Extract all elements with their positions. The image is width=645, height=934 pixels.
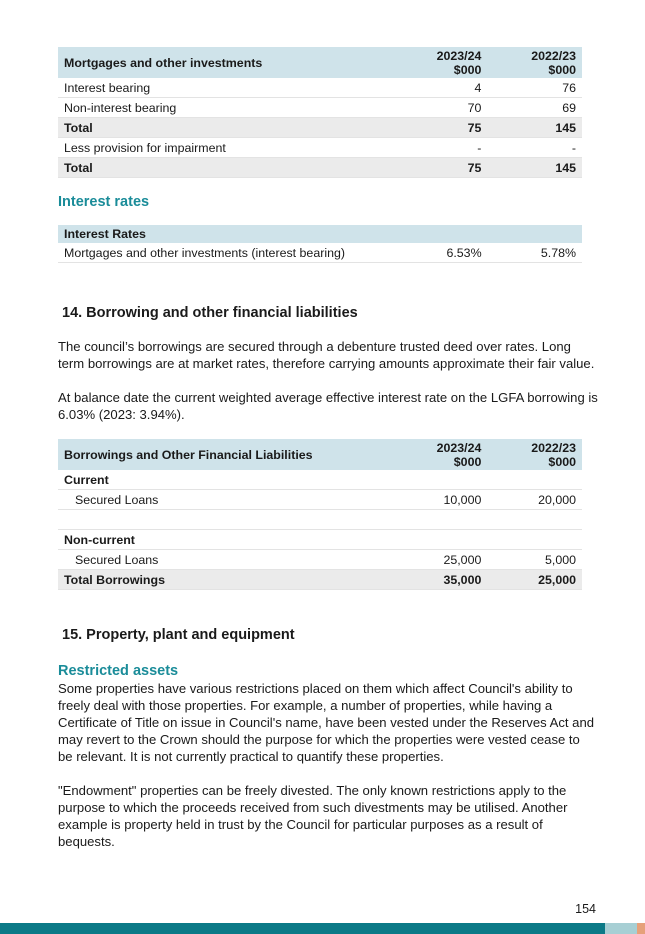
borrowings-table (58, 439, 582, 590)
row-value-2024: 70 (399, 98, 488, 118)
row-label: Secured Loans (58, 550, 399, 570)
row-label: Secured Loans (58, 490, 399, 510)
header-label: Mortgages and other investments (58, 47, 399, 78)
section-15-paragraph-1: Some properties have various restrictions placed on them which affect Council's ability to freely deal with those properties. For example, a number of properties, while having a Certificate of Title on issue in Council's name, have been vested under the Reserves Act and may revert to the Crown should the purpose for which the properties were vested cease to be relevant. It is not currently practical to quantify these properties. (58, 681, 595, 764)
row-value-2024: 75 (399, 158, 488, 178)
row-label: Interest bearing (58, 78, 399, 98)
row-label: Mortgages and other investments (interest bearing) (58, 243, 399, 263)
section-15-heading: 15. Property, plant and equipment (62, 627, 295, 643)
footer-bar-accent (637, 923, 645, 934)
row-value-2024: 75 (399, 118, 488, 138)
table-row (58, 550, 582, 570)
row-value-2024: 10,000 (399, 490, 488, 510)
table-header (58, 225, 582, 243)
table-row (58, 138, 582, 158)
table-row-total (58, 158, 582, 178)
section-14-heading: 14. Borrowing and other financial liabilities (62, 305, 358, 321)
table-row-total (58, 570, 582, 590)
page-number: 154 (575, 902, 596, 916)
footer-bar (0, 923, 645, 934)
row-value-2023: 69 (487, 98, 582, 118)
table-row (58, 243, 582, 263)
footer-bar-accent (605, 923, 637, 934)
row-label: Total Borrowings (58, 570, 399, 590)
header-col-2023: 2022/23 $000 (487, 47, 582, 78)
table-row (58, 78, 582, 98)
current-label: Current (58, 470, 399, 490)
row-value-2023: 76 (487, 78, 582, 98)
row-value-2024: 6.53% (399, 243, 488, 263)
row-value-2023: 20,000 (487, 490, 582, 510)
table-row-spacer (58, 510, 582, 530)
header-col-2024: 2023/24 $000 (399, 439, 488, 470)
table-header (58, 47, 582, 78)
header-label: Borrowings and Other Financial Liabilities (58, 439, 399, 470)
table-row (58, 490, 582, 510)
header-label: Interest Rates (58, 225, 399, 243)
row-value-2023: 5,000 (487, 550, 582, 570)
row-value-2024: 25,000 (399, 550, 488, 570)
noncurrent-label: Non-current (58, 530, 399, 550)
row-value-2023: 145 (487, 158, 582, 178)
row-value-2023: - (487, 138, 582, 158)
row-value-2024: - (399, 138, 488, 158)
header-col-2023: 2022/23 $000 (487, 439, 582, 470)
section-14-paragraph-1: The council’s borrowings are secured through a debenture trusted deed over rates. Long term borrowings are at market rates, therefore carrying amounts approximate their fair value. (58, 339, 595, 371)
restricted-assets-heading: Restricted assets (58, 663, 179, 679)
row-value-2023: 145 (487, 118, 582, 138)
row-value-2024: 4 (399, 78, 488, 98)
row-label: Non-interest bearing (58, 98, 399, 118)
mortgages-table (58, 47, 582, 178)
interest-rates-table (58, 225, 582, 263)
header-col-2024: 2023/24 $000 (399, 47, 488, 78)
row-label: Total (58, 118, 399, 138)
section-15-paragraph-2: "Endowment" properties can be freely divested. The only known restrictions apply to the purpose to which the proceeds received from such divestments may be utilised. Another example is property held in trust by the Council for particular purposes as a result of bequests. (58, 783, 568, 849)
table-row (58, 98, 582, 118)
row-label: Less provision for impairment (58, 138, 399, 158)
interest-rates-heading: Interest rates (58, 194, 150, 210)
table-header (58, 439, 582, 470)
table-row-group (58, 530, 582, 550)
row-value-2023: 5.78% (488, 243, 582, 263)
row-value-2023: 25,000 (487, 570, 582, 590)
table-row-group (58, 470, 582, 490)
table-row-total (58, 118, 582, 138)
section-14-paragraph-2: At balance date the current weighted average effective interest rate on the LGFA borrowing is 6.03% (2023: 3.94%). (58, 390, 598, 422)
row-value-2024: 35,000 (399, 570, 488, 590)
row-label: Total (58, 158, 399, 178)
